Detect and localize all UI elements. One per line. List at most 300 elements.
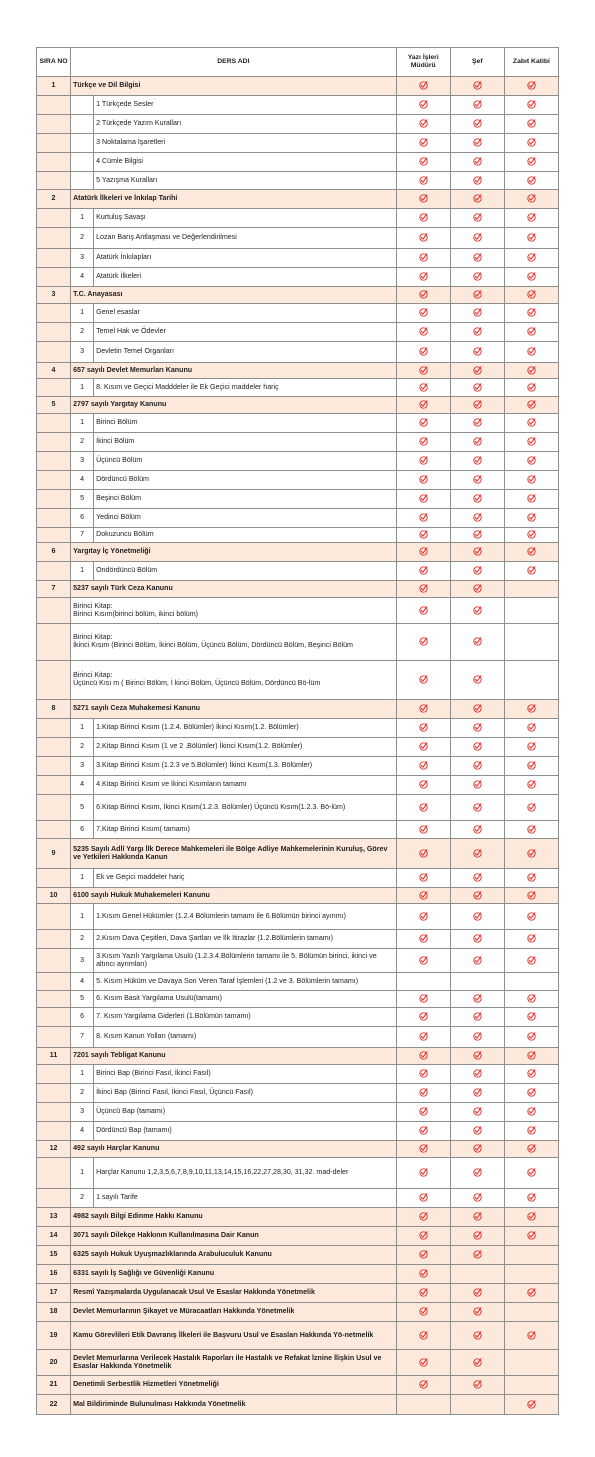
subtopic-title-cell [94, 228, 397, 249]
check-sef-cell [450, 1103, 504, 1122]
check-zabit-katibi-cell [504, 661, 558, 700]
subtopic-number-cell [71, 821, 94, 839]
subtopic-number: 4 [80, 976, 85, 985]
check-yazi-isleri-muduru-cell [396, 190, 450, 209]
check-yazi-isleri-muduru-cell [396, 1265, 450, 1284]
check-circle-icon [419, 912, 428, 921]
check-circle-icon [473, 81, 482, 90]
topic-title: 6331 sayılı İş Sağlığı ve Güvenliği Kanunu [73, 1269, 215, 1278]
check-circle-icon [473, 637, 482, 646]
subtopic-number: 1 [80, 873, 85, 882]
check-circle-icon [473, 1051, 482, 1060]
row-number-cell [37, 719, 71, 738]
row-number-cell [37, 700, 71, 719]
check-circle-icon [527, 272, 536, 281]
check-circle-icon [419, 956, 428, 965]
row-number-cell [37, 1303, 71, 1322]
subtopic-number-cell [71, 757, 94, 776]
check-zabit-katibi-cell [504, 471, 558, 490]
check-circle-icon [473, 780, 482, 789]
subtopic-row [37, 719, 559, 738]
subtopic-number-cell [71, 249, 94, 268]
subtopic-title: 8. Kısım Kanun Yolları (tamamı) [96, 1032, 197, 1041]
check-circle-icon [527, 1288, 536, 1297]
topic-title-cell [71, 1322, 397, 1350]
check-circle-icon [419, 347, 428, 356]
check-sef-cell [450, 795, 504, 821]
topic-row [37, 190, 559, 209]
row-number: 4 [51, 365, 56, 374]
topic-row [37, 1395, 559, 1415]
check-sef-cell [450, 1122, 504, 1141]
check-yazi-isleri-muduru-cell [396, 738, 450, 757]
subtopic-number-cell [71, 1027, 94, 1048]
check-circle-icon [419, 1231, 428, 1240]
subtopic-number-cell [71, 490, 94, 509]
row-number-cell [37, 888, 71, 904]
check-sef-cell [450, 96, 504, 115]
check-yazi-isleri-muduru-cell [396, 1122, 450, 1141]
topic-title-cell [71, 1048, 397, 1065]
check-circle-icon [419, 194, 428, 203]
check-sef-cell [450, 1265, 504, 1284]
subtopic-number-cell [71, 172, 94, 190]
subtopic-title-cell [94, 433, 397, 452]
subtopic-title-cell [94, 869, 397, 888]
subtopic-title-cell [94, 268, 397, 287]
subtopic-number-cell [71, 562, 94, 581]
check-sef-cell [450, 1008, 504, 1027]
subtopic-title-cell [94, 209, 397, 228]
topic-title: Atatürk İlkeleri ve İnkılap Tarihi [73, 194, 178, 203]
subtopic-title-cell [94, 562, 397, 581]
subtopic-title: İkinci Bap (Birinci Fasıl, İkinci Fasıl, Üçüncü Fasıl) [96, 1088, 253, 1097]
check-yazi-isleri-muduru-cell [396, 397, 450, 414]
check-zabit-katibi-cell [504, 1395, 558, 1415]
check-yazi-isleri-muduru-cell [396, 1103, 450, 1122]
check-sef-cell [450, 1322, 504, 1350]
check-circle-icon [527, 912, 536, 921]
check-circle-icon [527, 437, 536, 446]
subtopic-title-cell [94, 930, 397, 949]
check-circle-icon [419, 873, 428, 882]
topic-title-cell [71, 888, 397, 904]
subtopic-number: 1 [80, 911, 85, 920]
check-circle-icon [527, 803, 536, 812]
check-circle-icon [419, 176, 428, 185]
check-sef-cell [450, 598, 504, 624]
subtopic-number-cell [71, 1084, 94, 1103]
check-circle-icon [419, 1126, 428, 1135]
check-zabit-katibi-cell [504, 624, 558, 661]
check-circle-icon [419, 494, 428, 503]
check-circle-icon [419, 327, 428, 336]
row-number-cell [37, 1158, 71, 1189]
check-zabit-katibi-cell [504, 1084, 558, 1103]
check-sef-cell [450, 228, 504, 249]
check-circle-icon [527, 873, 536, 882]
check-circle-icon [473, 934, 482, 943]
check-sef-cell [450, 287, 504, 304]
subtopic-number: 2 [80, 1193, 85, 1202]
check-circle-icon [527, 383, 536, 392]
check-circle-icon [419, 849, 428, 858]
check-circle-icon [419, 272, 428, 281]
subtopic-title: Devletin Temel Organları [96, 347, 175, 356]
check-sef-cell [450, 153, 504, 172]
check-circle-icon [473, 272, 482, 281]
check-circle-icon [527, 456, 536, 465]
check-sef-cell [450, 268, 504, 287]
check-circle-icon [527, 1051, 536, 1060]
row-number-cell [37, 1322, 71, 1350]
check-sef-cell [450, 821, 504, 839]
subtopic-title-cell [94, 528, 397, 543]
check-zabit-katibi-cell [504, 1008, 558, 1027]
check-yazi-isleri-muduru-cell [396, 323, 450, 342]
subtopic-number-cell [71, 471, 94, 490]
check-yazi-isleri-muduru-cell [396, 930, 450, 949]
check-yazi-isleri-muduru-cell [396, 624, 450, 661]
check-sef-cell [450, 776, 504, 795]
check-circle-icon [419, 1088, 428, 1097]
subtopic-row [37, 379, 559, 397]
check-circle-icon [419, 1012, 428, 1021]
check-circle-icon [527, 100, 536, 109]
subtopic-title: Birinci Bölüm [96, 418, 138, 427]
topic-title: 492 sayılı Harçlar Kanunu [73, 1144, 160, 1153]
check-yazi-isleri-muduru-cell [396, 991, 450, 1008]
check-circle-icon [527, 194, 536, 203]
check-circle-icon [419, 1168, 428, 1177]
check-sef-cell [450, 839, 504, 869]
check-circle-icon [527, 761, 536, 770]
subtopic-title: Üçüncü Bap (tamamı) [96, 1107, 166, 1116]
check-circle-icon [527, 513, 536, 522]
subtopic-number-cell [71, 869, 94, 888]
check-zabit-katibi-cell [504, 414, 558, 433]
subtopic-number-cell [71, 153, 94, 172]
check-sef-cell [450, 452, 504, 471]
subtopic-number-cell [71, 323, 94, 342]
row-number-cell [37, 1208, 71, 1227]
subtopic-row [37, 115, 559, 134]
subtopic-row [37, 342, 559, 363]
check-sef-cell [450, 490, 504, 509]
subtopic-row [37, 228, 559, 249]
check-sef-cell [450, 904, 504, 930]
check-circle-icon [473, 1168, 482, 1177]
check-circle-icon [527, 119, 536, 128]
check-zabit-katibi-cell [504, 153, 558, 172]
check-zabit-katibi-cell [504, 839, 558, 869]
subtopic-title: Dördüncü Bap (tamamı) [96, 1126, 172, 1135]
subtopic-title: 6.Kitap Birinci Kısım, İkinci Kısım(1.2.3. Bölümler) Üçüncü Kısım(1.2.3. Bö-lüm) [96, 802, 346, 811]
subtopic-title-cell [94, 471, 397, 490]
check-circle-icon [473, 956, 482, 965]
row-number-cell [37, 304, 71, 323]
subtopic-number: 2 [80, 1088, 85, 1097]
check-zabit-katibi-cell [504, 1246, 558, 1265]
row-number-cell [37, 172, 71, 190]
check-zabit-katibi-cell [504, 134, 558, 153]
check-circle-icon [473, 513, 482, 522]
check-circle-icon [527, 1088, 536, 1097]
check-circle-icon [473, 1212, 482, 1221]
check-circle-icon [527, 1231, 536, 1240]
subtopic-number-cell [71, 795, 94, 821]
check-circle-icon [419, 1032, 428, 1041]
subtopic-number: 1 [80, 308, 85, 317]
topic-title-cell [71, 77, 397, 96]
row-number-cell [37, 1084, 71, 1103]
check-circle-icon [473, 366, 482, 375]
row-number-cell [37, 1065, 71, 1084]
check-circle-icon [473, 157, 482, 166]
topic-title-cell [71, 1303, 397, 1322]
check-circle-icon [527, 849, 536, 858]
subtopic-number: 2 [80, 934, 85, 943]
check-sef-cell [450, 1027, 504, 1048]
check-zabit-katibi-cell [504, 700, 558, 719]
check-sef-cell [450, 930, 504, 949]
row-number-cell [37, 869, 71, 888]
check-circle-icon [527, 366, 536, 375]
check-sef-cell [450, 581, 504, 598]
subtopic-number: 1 [80, 1168, 85, 1177]
topic-row [37, 1284, 559, 1303]
check-yazi-isleri-muduru-cell [396, 490, 450, 509]
check-circle-icon [419, 891, 428, 900]
subtopic-title: 4 Cümle Bilgisi [96, 157, 144, 166]
row-number: 18 [49, 1307, 58, 1316]
subtopic-row [37, 1122, 559, 1141]
subtopic-number: 2 [80, 327, 85, 336]
subtopic-number-cell [71, 776, 94, 795]
row-number-cell [37, 249, 71, 268]
check-zabit-katibi-cell [504, 363, 558, 379]
check-sef-cell [450, 1189, 504, 1208]
row-number: 7 [51, 584, 56, 593]
subtopic-number: 1 [80, 213, 85, 222]
subtopic-title: 3 Noktalama İşaretleri [96, 138, 166, 147]
subtopic-number: 6 [80, 1012, 85, 1021]
subtopic-number-cell [71, 342, 94, 363]
row-number-cell [37, 839, 71, 869]
topic-row [37, 1265, 559, 1284]
subtopic-number: 7 [80, 530, 85, 539]
check-circle-icon [527, 994, 536, 1003]
check-zabit-katibi-cell [504, 397, 558, 414]
check-zabit-katibi-cell [504, 1189, 558, 1208]
check-circle-icon [527, 956, 536, 965]
topic-row [37, 839, 559, 869]
check-zabit-katibi-cell [504, 904, 558, 930]
check-sef-cell [450, 209, 504, 228]
row-number-cell [37, 661, 71, 700]
subtopic-number-cell [71, 433, 94, 452]
check-circle-icon [473, 456, 482, 465]
check-yazi-isleri-muduru-cell [396, 1065, 450, 1084]
check-yazi-isleri-muduru-cell [396, 414, 450, 433]
check-yazi-isleri-muduru-cell [396, 904, 450, 930]
row-number-cell [37, 190, 71, 209]
topic-row [37, 543, 559, 562]
topic-row [37, 1350, 559, 1376]
row-number: 14 [49, 1231, 58, 1240]
row-number-cell [37, 1265, 71, 1284]
check-sef-cell [450, 1303, 504, 1322]
check-yazi-isleri-muduru-cell [396, 1227, 450, 1246]
subtopic-row [37, 96, 559, 115]
subtopic-title-cell [94, 490, 397, 509]
subtopic-row [37, 904, 559, 930]
check-zabit-katibi-cell [504, 1027, 558, 1048]
check-circle-icon [473, 584, 482, 593]
check-circle-icon [527, 347, 536, 356]
row-number-cell [37, 287, 71, 304]
subtopic-title: 4.Kitap Birinci Kısım ve İkinci Kısımların tamamı [96, 780, 247, 789]
check-zabit-katibi-cell [504, 738, 558, 757]
check-circle-icon [473, 100, 482, 109]
header-sef: Şef [450, 48, 504, 77]
check-zabit-katibi-cell [504, 949, 558, 973]
check-yazi-isleri-muduru-cell [396, 1048, 450, 1065]
check-circle-icon [473, 290, 482, 299]
check-yazi-isleri-muduru-cell [396, 1008, 450, 1027]
row-number-cell [37, 904, 71, 930]
check-circle-icon [473, 1307, 482, 1316]
check-zabit-katibi-cell [504, 869, 558, 888]
check-circle-icon [527, 327, 536, 336]
subtopic-number-cell [71, 949, 94, 973]
subtopic-number-cell [71, 1158, 94, 1189]
row-number: 20 [49, 1357, 58, 1366]
subtopic-row [37, 973, 559, 991]
check-zabit-katibi-cell [504, 115, 558, 134]
topic-title-cell [71, 190, 397, 209]
subtopic-title-cell [94, 1008, 397, 1027]
check-circle-icon [527, 290, 536, 299]
row-number-cell [37, 624, 71, 661]
subtopic-title-cell [94, 973, 397, 991]
check-circle-icon [419, 761, 428, 770]
check-sef-cell [450, 661, 504, 700]
check-circle-icon [527, 1168, 536, 1177]
check-circle-icon [419, 780, 428, 789]
subtopic-number: 3 [80, 761, 85, 770]
check-zabit-katibi-cell [504, 287, 558, 304]
check-circle-icon [419, 253, 428, 262]
row-number: 8 [51, 704, 56, 713]
check-zabit-katibi-cell [504, 1158, 558, 1189]
subtopic-number: 1 [80, 566, 85, 575]
row-number-cell [37, 1376, 71, 1395]
check-yazi-isleri-muduru-cell [396, 776, 450, 795]
subtopic-row [37, 821, 559, 839]
row-number-cell [37, 323, 71, 342]
check-circle-icon [419, 723, 428, 732]
subtopic-number-cell [71, 719, 94, 738]
check-sef-cell [450, 1065, 504, 1084]
check-circle-icon [419, 1331, 428, 1340]
check-zabit-katibi-cell [504, 509, 558, 528]
check-circle-icon [473, 1331, 482, 1340]
check-circle-icon [419, 437, 428, 446]
row-number-cell [37, 228, 71, 249]
check-yazi-isleri-muduru-cell [396, 209, 450, 228]
row-number-cell [37, 77, 71, 96]
check-yazi-isleri-muduru-cell [396, 153, 450, 172]
topic-title: 5271 sayılı Ceza Muhakemesi Kanunu [73, 704, 201, 713]
check-circle-icon [527, 1069, 536, 1078]
check-circle-icon [419, 606, 428, 615]
check-sef-cell [450, 249, 504, 268]
topic-title: 6100 sayılı Hukuk Muhakemeleri Kanunu [73, 890, 210, 899]
check-zabit-katibi-cell [504, 1103, 558, 1122]
check-yazi-isleri-muduru-cell [396, 134, 450, 153]
subtopic-number-cell [71, 1189, 94, 1208]
topic-title: Mal Bildiriminde Bulunulması Hakkında Yönetmelik [73, 1399, 246, 1408]
subtopic-title: Atatürk İlkeleri [96, 272, 142, 281]
check-circle-icon [473, 891, 482, 900]
check-circle-icon [527, 742, 536, 751]
subtopic-title-cell [94, 509, 397, 528]
subtopic-number-cell [71, 930, 94, 949]
row-number: 6 [51, 547, 56, 556]
row-number-cell [37, 414, 71, 433]
subtopic-row [37, 869, 559, 888]
check-yazi-isleri-muduru-cell [396, 287, 450, 304]
subtopic-row [37, 930, 559, 949]
subtopic-number-cell [71, 115, 94, 134]
check-circle-icon [473, 606, 482, 615]
subtopic-title-cell [94, 414, 397, 433]
check-circle-icon [473, 383, 482, 392]
check-circle-icon [473, 675, 482, 684]
subtopic-number-cell [71, 228, 94, 249]
check-circle-icon [527, 253, 536, 262]
check-circle-icon [419, 475, 428, 484]
subtopic-title-cell [94, 1189, 397, 1208]
check-circle-icon [527, 1032, 536, 1041]
check-circle-icon [473, 873, 482, 882]
topic-title: T.C. Anayasası [73, 290, 123, 299]
subtopic-row [37, 249, 559, 268]
check-yazi-isleri-muduru-cell [396, 795, 450, 821]
subtopic-row [37, 323, 559, 342]
subtopic-title: 1 Türkçede Sesler [96, 100, 154, 109]
subtopic-title: Dördüncü Bölüm [96, 475, 149, 484]
subtopic-title-cell [94, 342, 397, 363]
check-circle-icon [527, 418, 536, 427]
check-yazi-isleri-muduru-cell [396, 96, 450, 115]
check-yazi-isleri-muduru-cell [396, 228, 450, 249]
row-number: 12 [49, 1144, 58, 1153]
row-number-cell [37, 209, 71, 228]
topic-title-cell [71, 1227, 397, 1246]
check-sef-cell [450, 973, 504, 991]
check-yazi-isleri-muduru-cell [396, 598, 450, 624]
subtopic-number: 3 [80, 347, 85, 356]
subtopic-row [37, 471, 559, 490]
subtopic-title-cell [94, 115, 397, 134]
subtopic-title-cell [94, 991, 397, 1008]
row-number-cell [37, 1350, 71, 1376]
check-sef-cell [450, 700, 504, 719]
subtopic-number: 3 [80, 253, 85, 262]
subtopic-title-cell [71, 661, 397, 700]
